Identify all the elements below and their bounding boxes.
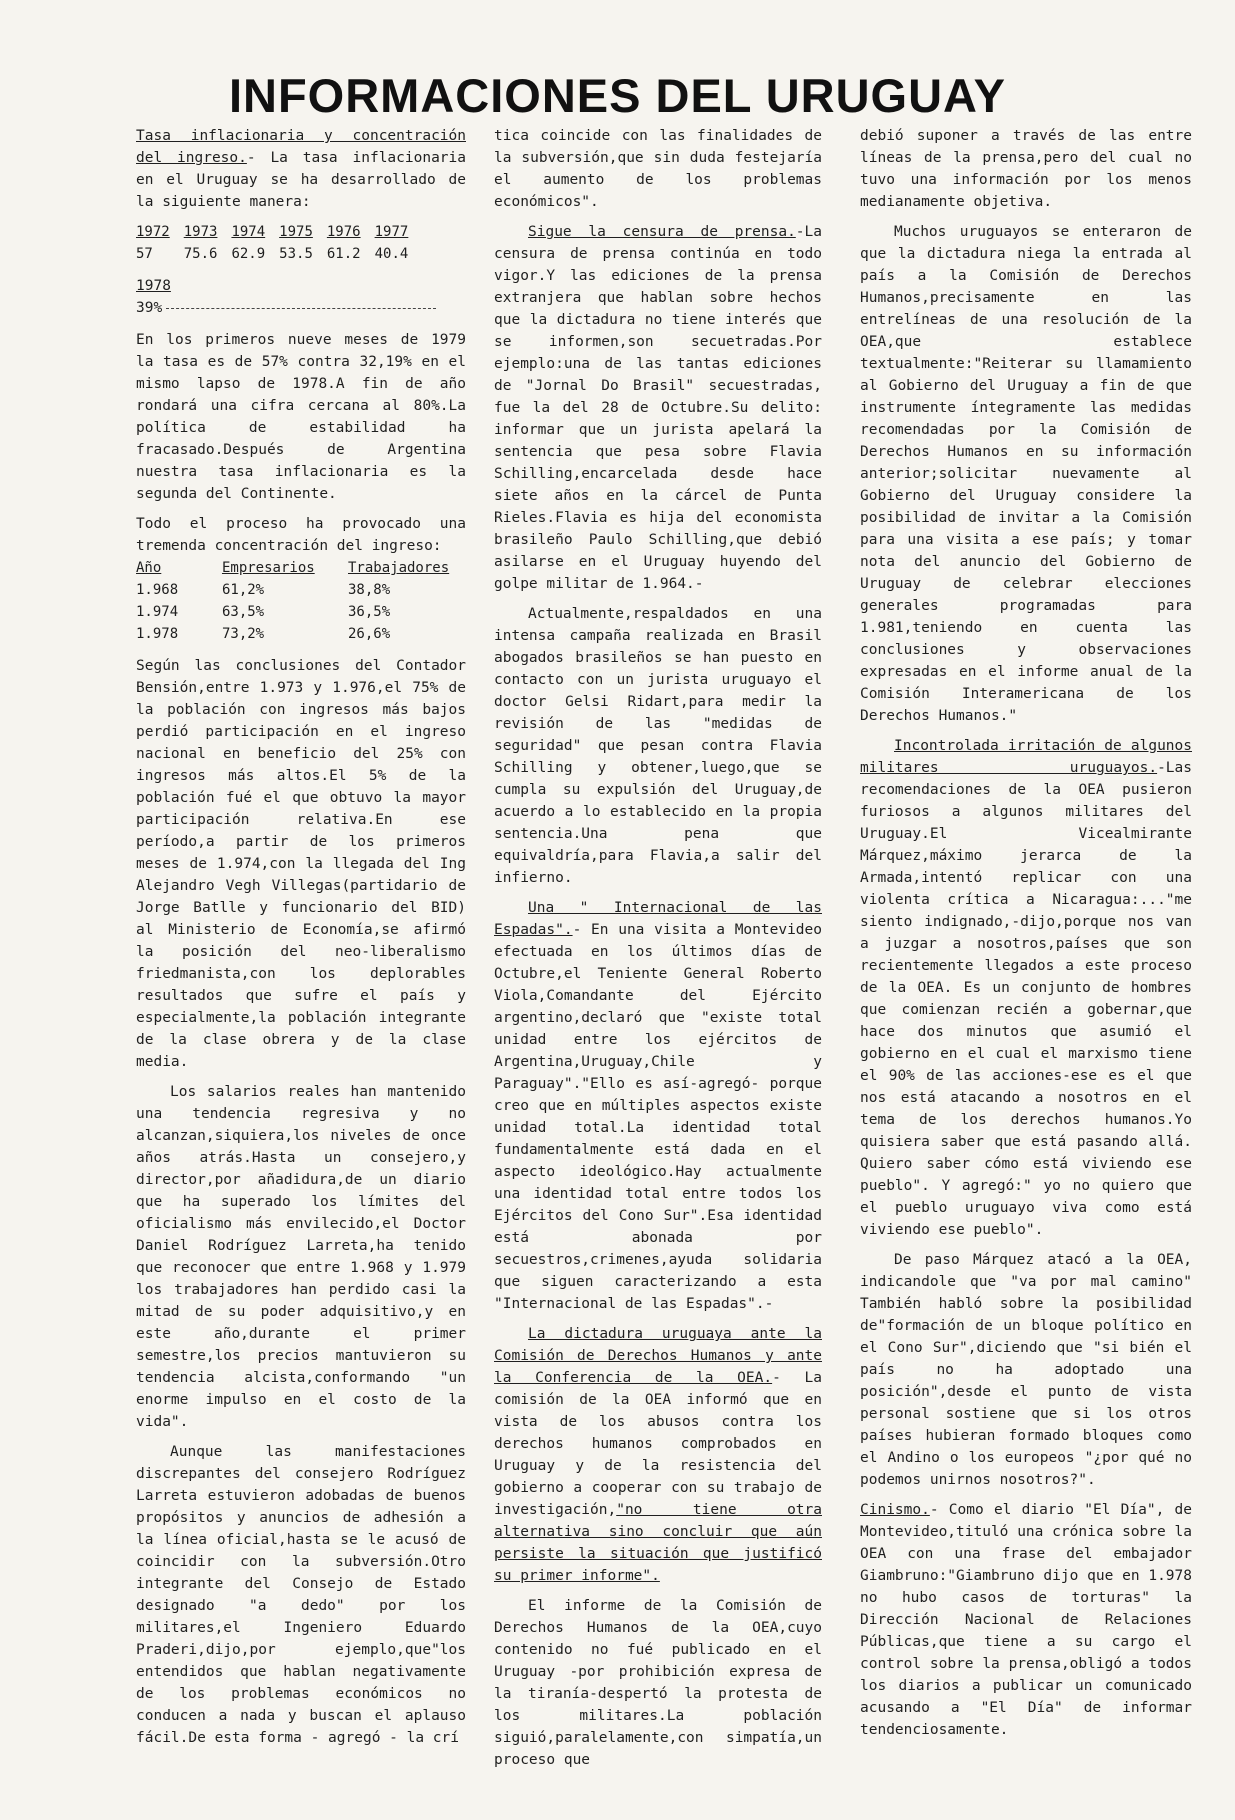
- paragraph-text: - La comisión de la OEA informó que en vista de los abusos contra los derechos humanos comprobados en Uruguay y de la resistencia del gobierno a cooperar con su trabajo de investigación,: [494, 1370, 822, 1518]
- year-cell: 1974: [231, 224, 266, 240]
- column-header: Empresarios: [221, 560, 315, 576]
- income-concentration-table: [136, 557, 466, 645]
- rate-cell: 62.9: [231, 246, 266, 262]
- article-paragraph: De paso Márquez atacó a la OEA, indicandole que "va por mal camino" También habló sobre la posibilidad de"formación de un bloque político en el Cono Sur",diciendo que "si bién el país no ha adoptado una posición",desde el punto de vista personal sostiene que si los otros países hubieran formado bloques como el Andino o los europeos "¿por qué no podemos unirnos nosotros?".: [860, 1252, 1192, 1488]
- rate-cell: 39%: [136, 300, 163, 316]
- table-cell: 38,8%: [348, 582, 391, 598]
- page-title: INFORMACIONES DEL URUGUAY: [228, 69, 1007, 122]
- inflation-years-row: [136, 221, 422, 243]
- rate-cell: 40.4: [374, 246, 409, 262]
- rate-cell: 75.6: [183, 246, 218, 262]
- table-row: [136, 623, 466, 645]
- section-heading: Incontrolada irritación de algunos militares uruguayos.: [860, 738, 1192, 776]
- section-heading: Una " Internacional de las Espadas".: [494, 900, 822, 938]
- article-paragraph: debió suponer a través de las entre líneas de la prensa,pero del cual no tuvo una información por los menos medianamente objetiva.: [860, 128, 1192, 210]
- paragraph-text: - Como el diario "El Día", de Montevideo,tituló una crónica sobre la OEA con una frase del embajador Giambruno:"Giambruno dijo que en 1.978 no hubo casos de torturas" la Dirección Nacional de Relaciones Públicas,que tiene a su cargo el control sobre la prensa,obligó a todos los diarios a publicar un comunicado acusando a "El Día" de informar tendenciosamente.: [860, 1502, 1192, 1738]
- article-paragraph: Según las conclusiones del Contador Bensión,entre 1.973 y 1.976,el 75% de la población con ingresos más bajos perdió participación en el ingreso nacional en beneficio del 25% con ingresos más altos.El 5% de la población fué el que obtuvo la mayor participación relativa.En ese período,a partir de los primeros meses de 1.974,con la llegada del Ing Alejandro Vegh Villegas(partidario de Jorge Batlle y funcionario del BID) al Ministerio de Economía,se afirmó la posición del neo-liberalismo friedmanista,con los deplorables resultados que sufre el país y especialmente,la población integrante de la clase obrera y de la clase media.: [136, 658, 466, 1070]
- section-heading: Cinismo.: [860, 1502, 930, 1518]
- rate-line: [136, 297, 466, 319]
- table-cell: 36,5%: [348, 604, 391, 620]
- column-1: [136, 125, 466, 1757]
- rate-cell: 61.2: [326, 246, 361, 262]
- section-heading: Sigue la censura de prensa.: [528, 224, 796, 240]
- section-heading: Tasa inflacionaria y concentración del ingreso.: [136, 128, 466, 166]
- table-cell: 73,2%: [221, 626, 265, 642]
- article-paragraph: [136, 125, 466, 213]
- paragraph-text: -Las recomendaciones de la OEA pusieron furiosos a algunos militares del Uruguay.El Vicealmirante Márquez,máximo jerarca de la Armada,intentó replicar con una violenta crítica a Nicaragua:..."me siento indignado,-dijo,porque nos van a juzgar a nosotros,países que son recientemente llegados a este proceso de la OEA. Es un conjunto de hombres que comienzan recién a gobernar,que hace dos minutos que asumió el gobierno en el cual el marxismo tiene el 90% de las acciones-ese es el que nos está atacando a nosotros en el tema de los derechos humanos.Yo quisiera saber que está pasando allá. Quiero saber cómo está viviendo ese pueblo". Y agregó:" yo no quiero que el pueblo uruguayo viva como está viviendo ese pueblo".: [860, 760, 1192, 1238]
- article-paragraph: Todo el proceso ha provocado una tremenda concentración del ingreso:: [136, 516, 466, 554]
- rate-cell: 53.5: [279, 246, 313, 262]
- article-paragraph: Muchos uruguayos se enteraron de que la dictadura niega la entrada al país a la Comisión de Derechos Humanos,precisamente en las entrelíneas de una resolución de la OEA,que establece textualmente:"Reiterar su llamamiento al Gobierno del Uruguay a fin de que instrumente íntegramente las medidas recomendadas por la Comisión de Derechos Humanos en su información anterior;solicitar nuevamente al Gobierno del Uruguay considere la posibilidad de invitar a la Comisión para una visita a ese país; y tomar nota del anuncio del Gobierno de Uruguay de celebrar elecciones generales programadas para 1.981,teniendo en cuenta las conclusiones y observaciones expresadas en el informe anual de la Comisión Interamericana de los Derechos Humanos.": [860, 224, 1192, 724]
- table-row: [136, 579, 466, 601]
- year-cell: 1978: [136, 278, 171, 294]
- table-header-row: [136, 557, 466, 579]
- table-cell: 63,5%: [221, 604, 265, 620]
- article-paragraph: En los primeros nueve meses de 1979 la tasa es de 57% contra 32,19% en el mismo lapso de 1978.A fin de año rondará una cifra cercana al 80%.La política de estabilidad ha fracasado.Después de Argentina nuestra tasa inflacionaria es la segunda del Continente.: [136, 332, 466, 502]
- article-paragraph: Actualmente,respaldados en una intensa campaña realizada en Brasil abogados brasileños se han puesto en contacto con un jurista uruguayo el doctor Gelsi Ridart,para medir la revisión de las "medidas de seguridad" que pesan contra Flavia Schilling y obtener,luego,que se cumpla su expulsión del Uruguay,de acuerdo a lo establecido en la propia sentencia.Una pena que equivaldría,para Flavia,a salir del infierno.: [494, 606, 822, 886]
- section-heading: La dictadura uruguaya ante la Comisión de Derechos Humanos y ante la Conferencia de la OEA.: [494, 1326, 822, 1386]
- year-cell: 1977: [374, 224, 409, 240]
- table-cell: 1.974: [136, 604, 179, 620]
- article-paragraph: [494, 897, 822, 1315]
- column-header: Año: [136, 560, 162, 576]
- table-cell: 26,6%: [348, 626, 391, 642]
- table-row: [136, 601, 466, 623]
- table-cell: 1.978: [136, 626, 179, 642]
- inflation-rates-row: [136, 243, 422, 265]
- column-3: [860, 125, 1192, 1749]
- article-paragraph: tica coincide con las finalidades de la subversión,que sin duda festejaría el aumento de los problemas económicos".: [494, 128, 822, 210]
- paragraph-text: -La censura de prensa continúa en todo vigor.Y las ediciones de la prensa extranjera que hablan sobre hechos que la dictadura no tiene interés que se informen,son secuetradas.Por ejemplo:una de las tantas ediciones de "Jornal Do Brasil" secuestradas, fue la del 28 de Octubre.Su delito: informar que un jurista apelará la sentencia que pesa sobre Flavia Schilling,encarcelada desde hace siete años en la cárcel de Punta Rieles.Flavia es hija del economista brasileño Paulo Schilling,que debió asilarse en el Uruguay huyendo del golpe militar de 1.964.-: [494, 224, 822, 592]
- article-paragraph: [860, 735, 1192, 1241]
- year-cell: 1972: [136, 224, 170, 240]
- year-cell: 1976: [326, 224, 361, 240]
- article-paragraph: [494, 221, 822, 595]
- article-paragraph: Aunque las manifestaciones discrepantes del consejero Rodríguez Larreta estuvieron adobadas de buenos propósitos y anuncios de adhesión a la línea oficial,hasta se le acusó de coincidir con la subversión.Otro integrante del Consejo de Estado designado "a dedo" por los militares,el Ingeniero Eduardo Praderi,dijo,por ejemplo,que"los entendidos que hablan negativamente de los problemas económicos no conducen a nada y buscan el aplauso fácil.De esta forma - agregó - la crí: [136, 1444, 466, 1746]
- article-paragraph: Los salarios reales han mantenido una tendencia regresiva y no alcanzan,siquiera,los niveles de once años atrás.Hasta un consejero,y director,por añadidura,de un diario que ha superado los límites del oficialismo más envilecido,el Doctor Daniel Rodríguez Larreta,ha tenido que reconocer que entre 1.968 y 1.979 los trabajadores han perdido casi la mitad de su poder adquisitivo,y en este año,durante el primer semestre,los precios mantuvieron su tendencia alcista,conformando "un enorme impulso en el costo de la vida".: [136, 1084, 466, 1430]
- inflation-1978: [136, 275, 466, 319]
- rate-cell: 57: [136, 246, 153, 262]
- article-paragraph: [494, 1323, 822, 1587]
- inflation-table: [136, 221, 422, 265]
- quoted-text: "no tiene otra alternativa sino concluir que aún persiste la situación que justificó su primer informe".: [494, 1502, 822, 1584]
- year-cell: 1975: [279, 224, 313, 240]
- article-paragraph: [860, 1499, 1192, 1741]
- column-2: [494, 125, 822, 1779]
- column-header: Trabajadores: [348, 560, 450, 576]
- table-cell: 1.968: [136, 582, 179, 598]
- year-cell: 1973: [183, 224, 218, 240]
- article-paragraph: El informe de la Comisión de Derechos Humanos de la OEA,cuyo contenido no fué publicado en el Uruguay -por prohibición expresa de la tiranía-despertó la protesta de los militares.La población siguió,paralelamente,con simpatía,un proceso que: [494, 1598, 822, 1768]
- dashed-rule: [166, 308, 436, 309]
- paragraph-text: - La tasa inflacionaria en el Uruguay se ha desarrollado de la siguiente manera:: [136, 150, 466, 210]
- paragraph-text: - En una visita a Montevideo efectuada en los últimos días de Octubre,el Teniente General Roberto Viola,Comandante del Ejército argentino,declaró que "existe total unidad entre los ejércitos de Argentina,Uruguay,Chile y Paraguay"."Ello es así-agregó- porque creo que en múltiples aspectos existe unidad total.La identidad total fundamentalmente está dada en el aspecto ideológico.Hay actualmente una identidad total entre todos los Ejércitos del Cono Sur".Esa identidad está abonada por secuestros,crimenes,ayuda solidaria que siguen caracterizando a esta "Internacional de las Espadas".-: [494, 922, 822, 1312]
- table-cell: 61,2%: [221, 582, 265, 598]
